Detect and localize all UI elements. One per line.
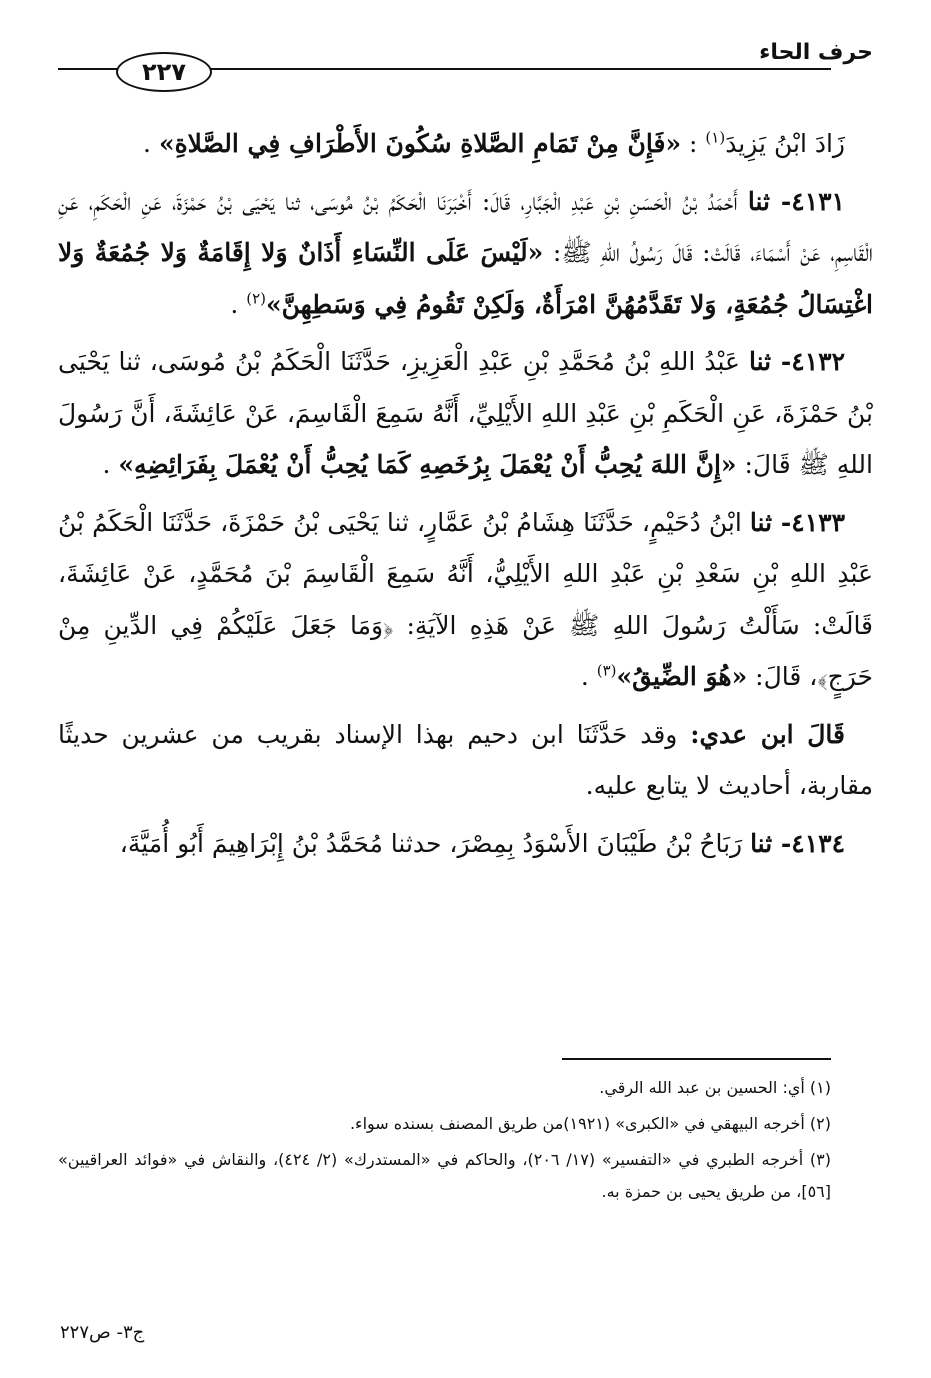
text-run: . [580, 662, 597, 691]
thana-word: ثنا [748, 347, 772, 376]
footnote-2: (٢) أخرجه البيهقي في «الكبرى» (١٩٢١)من طريق المصنف بسنده سواء. [349, 1114, 831, 1133]
footnote-ref-2: (٢) [246, 289, 267, 308]
isnad-text: أَحْمَدُ بْنُ الْحَسَنِ بْنِ عَبْدِ الْجَبَّارِ، قَالَ: أَخْبَرَنَا الْحَكَمُ بْنُ مُوسَى، ثنا يَحْيَى بْنُ حَمْزَةَ، عَنِ الْحَكَمِ، عَنِ الْقَاسِمِ، عَنْ أَسْمَاءَ، قَالَتْ: قَالَ رَسُولُ اللهِ ﷺ: [58, 186, 873, 267]
comment-lead: قَالَ ابن عدي: [690, 719, 845, 749]
isnad-text: ابْنُ دُحَيْمٍ، حَدَّثَنَا هِشَامُ بْنُ عَمَّارٍ، ثنا يَحْيَى بْنُ حَمْزَةَ، حَدَّثَنَا الْحَكَمُ بْنُ عَبْدِ اللهِ بْنِ سَعْدِ بْنِ عَبْدِ اللهِ الأَيْلِيُّ، أَنَّهُ سَمِعَ الْقَاسِمَ بْنَ مُحَمَّدٍ، عَنْ عَائِشَةَ، قَالَتْ: سَأَلْتُ رَسُولَ اللهِ ﷺ عَنْ هَذِهِ الآيَةِ: [58, 507, 874, 640]
text-run: زَادَ ابْنُ يَزِيدَ [725, 129, 845, 158]
footnote-ref-3: (٣) [596, 661, 617, 680]
paragraph-addition [58, 118, 873, 170]
hadith-4133 [58, 497, 873, 703]
text-run: : [681, 129, 706, 158]
text-run: ، قَالَ: [747, 662, 818, 691]
hadith-quote: «لَيْسَ عَلَى النِّسَاءِ أَذَانٌ وَلا إِقَامَةٌ وَلا جُمُعَةٌ وَلا اغْتِسَالُ جُمُعَةٍ، وَلا تَقَدَّمُهُنَّ امْرَأَةٌ، وَلَكِنْ تَقُومُ فِي وَسَطِهِنَّ» [58, 238, 873, 319]
hadith-number: ٤١٣٢- [771, 347, 845, 376]
hadith-4132 [58, 336, 873, 491]
hadith-quote: «هُوَ الضِّيقُ» [616, 662, 748, 691]
footnote-separator [562, 1058, 831, 1060]
hadith-4131 [58, 176, 873, 331]
hadith-number: ٤١٣٤- [772, 828, 845, 858]
footnotes [58, 1072, 831, 1212]
ibn-adi-comment [58, 709, 873, 812]
main-text [58, 118, 873, 875]
hadith-quote: «فَإِنَّ مِنْ تَمَامِ الصَّلاةِ سُكُونَ الأَطْرَافِ فِي الصَّلاةِ» [158, 129, 682, 158]
page-reference: ج٣- ص٢٢٧ [60, 1322, 145, 1343]
text-run: . [143, 129, 159, 158]
hadith-number: ٤١٣١- [769, 186, 845, 216]
footnote-3: (٣) أخرجه الطبري في «التفسير» (١٧/ ٢٠٦)، والحاكم في «المستدرك» (٢/ ٤٢٤)، والنقاش في «فوائد العراقيين» [٥٦]، من طريق يحيى بن حمزة به. [58, 1150, 831, 1201]
quran-ayah: ﴿وَمَا جَعَلَ عَلَيْكُمْ فِي الدِّينِ مِنْ حَرَجٍ﴾ [58, 610, 873, 691]
text-run: . [230, 289, 247, 319]
comment-text: وقد حَدَّثَنَا ابن دحيم بهذا الإسناد بقريب من عشرين حديثًا مقاربة، أحاديث لا يتابع عليه. [58, 719, 873, 800]
isnad-text: رَبَاحُ بْنُ طَيْبَانَ الأَسْوَدُ بِمِصْرَ، حدثنا مُحَمَّدُ بْنُ إِبْرَاهِيمَ أَبُو أُمَيَّةَ، [119, 828, 751, 858]
thana-word: ثنا [749, 507, 773, 537]
thana-word: ثنا [750, 828, 773, 858]
hadith-4134 [58, 818, 873, 870]
hadith-number: ٤١٣٣- [772, 507, 845, 537]
isnad-text: عَبْدُ اللهِ بْنُ مُحَمَّدِ بْنِ عَبْدِ الْعَزِيزِ، حَدَّثَنَا الْحَكَمُ بْنُ مُوسَى، ثنا يَحْيَى بْنُ حَمْزَةَ، عَنِ الْحَكَمِ بْنِ عَبْدِ اللهِ الأَيْلِيِّ، أَنَّهُ سَمِعَ الْقَاسِمَ، عَنْ عَائِشَةَ، أَنَّ رَسُولَ اللهِ ﷺ قَالَ: [58, 347, 873, 479]
hadith-quote: «إِنَّ اللهَ يُحِبُّ أَنْ يُعْمَلَ بِرُخَصِهِ كَمَا يُحِبُّ أَنْ يُعْمَلَ بِفَرَائِضِهِ» [118, 450, 737, 479]
chapter-header: حرف الحاء [759, 40, 873, 65]
thana-word: ثنا [747, 186, 770, 216]
footnote-ref-1: (١) [705, 128, 726, 147]
page-number-badge: ٢٢٧ [116, 52, 212, 92]
text-run: . [102, 450, 119, 479]
footnote-1: (١) أي: الحسين بن عبد الله الرقي. [599, 1078, 831, 1097]
